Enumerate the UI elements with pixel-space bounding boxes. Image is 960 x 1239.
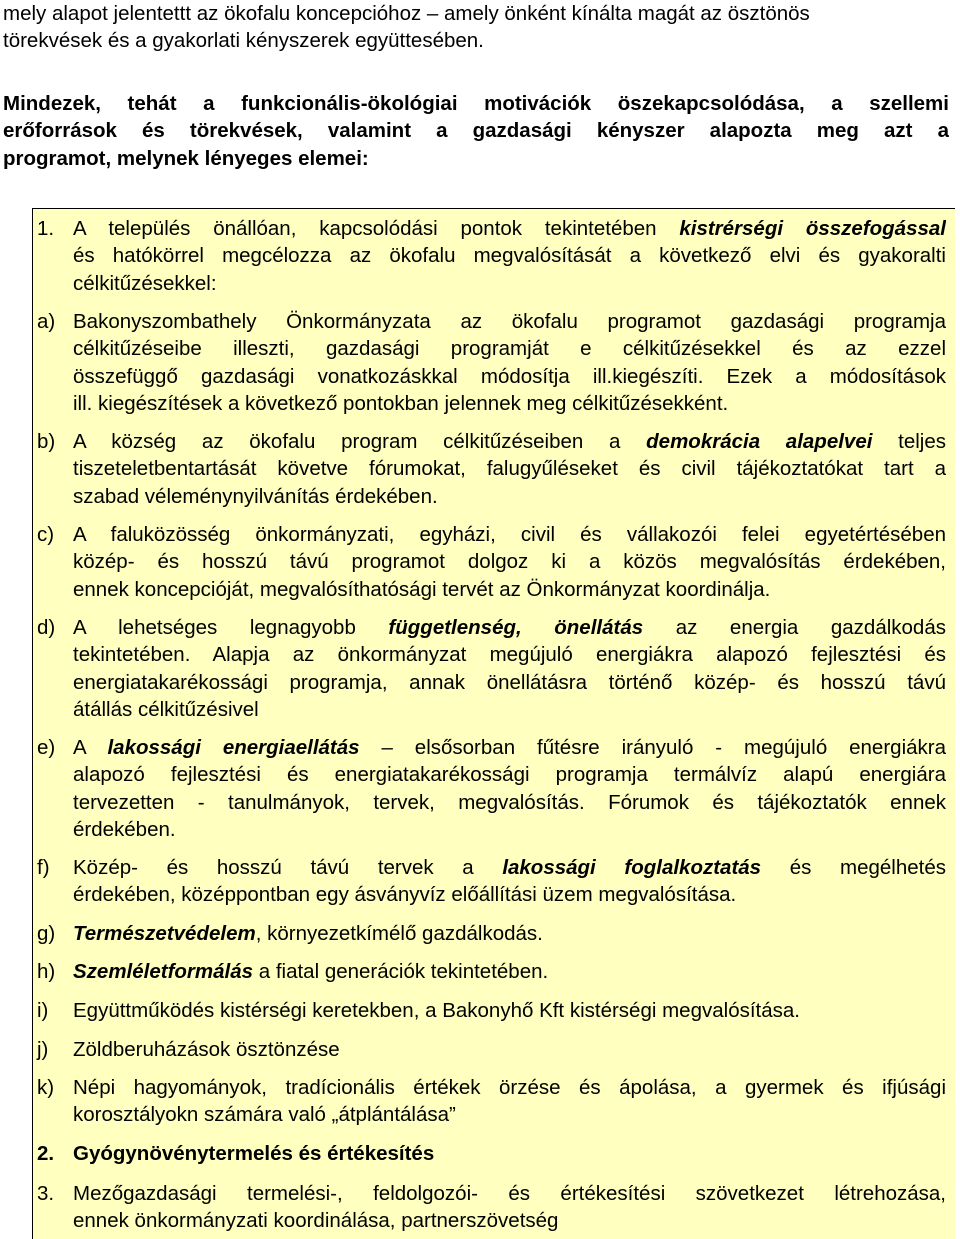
item-text: Népi hagyományok, tradícionális értékek örzése és ápolása, a gyermek és ifjúsági	[73, 1076, 946, 1099]
list-marker: 2.	[37, 1142, 55, 1165]
intro-paragraph	[3, 0, 949, 54]
item-text: korosztályokn számára való „átplántálása”	[73, 1103, 456, 1127]
item-text: Együttműködés kistérségi keretekben, a Bakonyhő Kft kistérségi megvalósítása.	[73, 999, 800, 1022]
emphasis-text: lakossági energiaellátás	[107, 736, 360, 759]
item-text: Gyógynövénytermelés és értékesítés	[73, 1142, 435, 1165]
item-text: átállás célkitűzésivel	[73, 698, 259, 722]
item-text: célkitűzéseibe illeszti, gazdasági programját e célkitűzésekkel és az ezzel	[73, 337, 946, 361]
list-marker: h)	[37, 960, 56, 983]
item-text: érdekében, középpontban egy ásványvíz előállítási üzem megvalósítása.	[73, 883, 737, 907]
item-text: és megélhetés	[761, 856, 946, 879]
item-text: – elsősorban fűtésre irányuló - megújuló energiákra	[359, 736, 946, 759]
item-text: A község az ökofalu program célkitűzéseiben a	[73, 430, 647, 453]
item-text: tervezetten - tanulmányok, tervek, megvalósítás. Fórumok és tájékoztatók ennek	[73, 790, 946, 814]
item-text: A	[73, 736, 108, 759]
list-marker: 1.	[37, 217, 55, 240]
item-text: Bakonyszombathely Önkormányzata az ökofalu programot gazdasági programja	[73, 310, 946, 333]
item-text: szabad véleménynyilvánítás érdekében.	[73, 484, 438, 508]
emphasis-text: kistrérségi összefogással	[679, 217, 946, 240]
emphasis-text: demokrácia alapelvei	[646, 430, 873, 453]
summary-line: Mindezek, tehát a funkcionális-ökológiai motivációk öszekapcsolódása, a szellemi	[3, 92, 949, 115]
list-marker: a)	[37, 310, 56, 333]
list-marker: f)	[37, 856, 50, 879]
item-text: Zöldberuházások ösztönzése	[73, 1038, 340, 1061]
item-text: A település önállóan, kapcsolódási pontok tekintetében	[73, 217, 680, 240]
summary-line: programot, melynek lényeges elemei:	[3, 146, 369, 170]
list-marker: k)	[37, 1076, 55, 1099]
item-text: összefüggő gazdasági vonatkozáskkal módosítja ill.kiegészíti. Ezek a módosítások	[73, 364, 946, 388]
list-marker: i)	[37, 999, 49, 1022]
item-text: alapozó fejlesztési és energiatakarékossági programja termálvíz alapú energiára	[73, 763, 946, 787]
list-marker: 3.	[37, 1182, 55, 1205]
item-text: tiszeteletbentartását követve fórumokat, falugyűléseket és civil tájékoztatókat tart a	[73, 457, 946, 481]
item-text: és hatókörrel megcélozza az ökofalu megvalósítását a következő elvi és gyakoralti	[73, 244, 946, 268]
item-text: a fiatal generációk tekintetében.	[253, 960, 549, 983]
item-text: energiatakarékossági programja, annak önellátásra történő közép- és hosszú távú	[73, 670, 946, 694]
list-marker: c)	[37, 523, 55, 546]
item-text: , környezetkímélő gazdálkodás.	[255, 922, 543, 945]
emphasis-text: Természetvédelem	[73, 922, 256, 945]
list-marker: g)	[37, 922, 56, 945]
intro-line: törekvések és a gyakorlati kényszerek együttesében.	[3, 29, 484, 52]
item-text: ennek önkormányzati koordinálása, partnerszövetség	[73, 1209, 559, 1233]
item-text: Mezőgazdasági termelési-, feldolgozói- és értékesítési szövetkezet létrehozása,	[73, 1182, 946, 1205]
item-text: teljes	[872, 430, 946, 453]
emphasis-text: lakossági foglalkoztatás	[502, 856, 762, 879]
item-text: Közép- és hosszú távú tervek a	[73, 856, 503, 879]
item-text: tekintetében. Alapja az önkormányzat megújuló energiákra alapozó fejlesztési és	[73, 643, 946, 667]
summary-line: erőforrások és törekvések, valamint a gazdasági kényszer alapozta meg azt a	[3, 119, 949, 143]
item-text: A faluközösség önkormányzati, egyházi, civil és vállakozói felei egyetértésében	[73, 523, 946, 546]
list-marker: j)	[37, 1038, 49, 1061]
list-marker: d)	[37, 616, 56, 639]
item-text: ill. kiegészítések a következő pontokban jelennek meg célkitűzésekként.	[73, 392, 729, 416]
emphasis-text: függetlenség, önellátás	[388, 616, 644, 639]
item-text: A lehetséges legnagyobb	[73, 616, 389, 639]
emphasis-text: Szemléletformálás	[73, 960, 254, 983]
item-text: az energia gazdálkodás	[643, 616, 946, 639]
list-marker: b)	[37, 430, 56, 453]
item-text: ennek koncepcióját, megvalósíthatósági tervét az Önkormányzat koordinálja.	[73, 577, 771, 601]
intro-line: mely alapot jelentettt az ökofalu koncepcióhoz – amely önként kínálta magát az ösztönös	[3, 2, 810, 25]
item-text: közép- és hosszú távú programot dolgoz ki a közös megvalósítás érdekében,	[73, 550, 946, 574]
item-text: érdekében.	[73, 818, 176, 842]
item-text: célkitűzésekkel:	[73, 271, 217, 295]
summary-paragraph	[3, 90, 949, 173]
list-marker: e)	[37, 736, 56, 759]
